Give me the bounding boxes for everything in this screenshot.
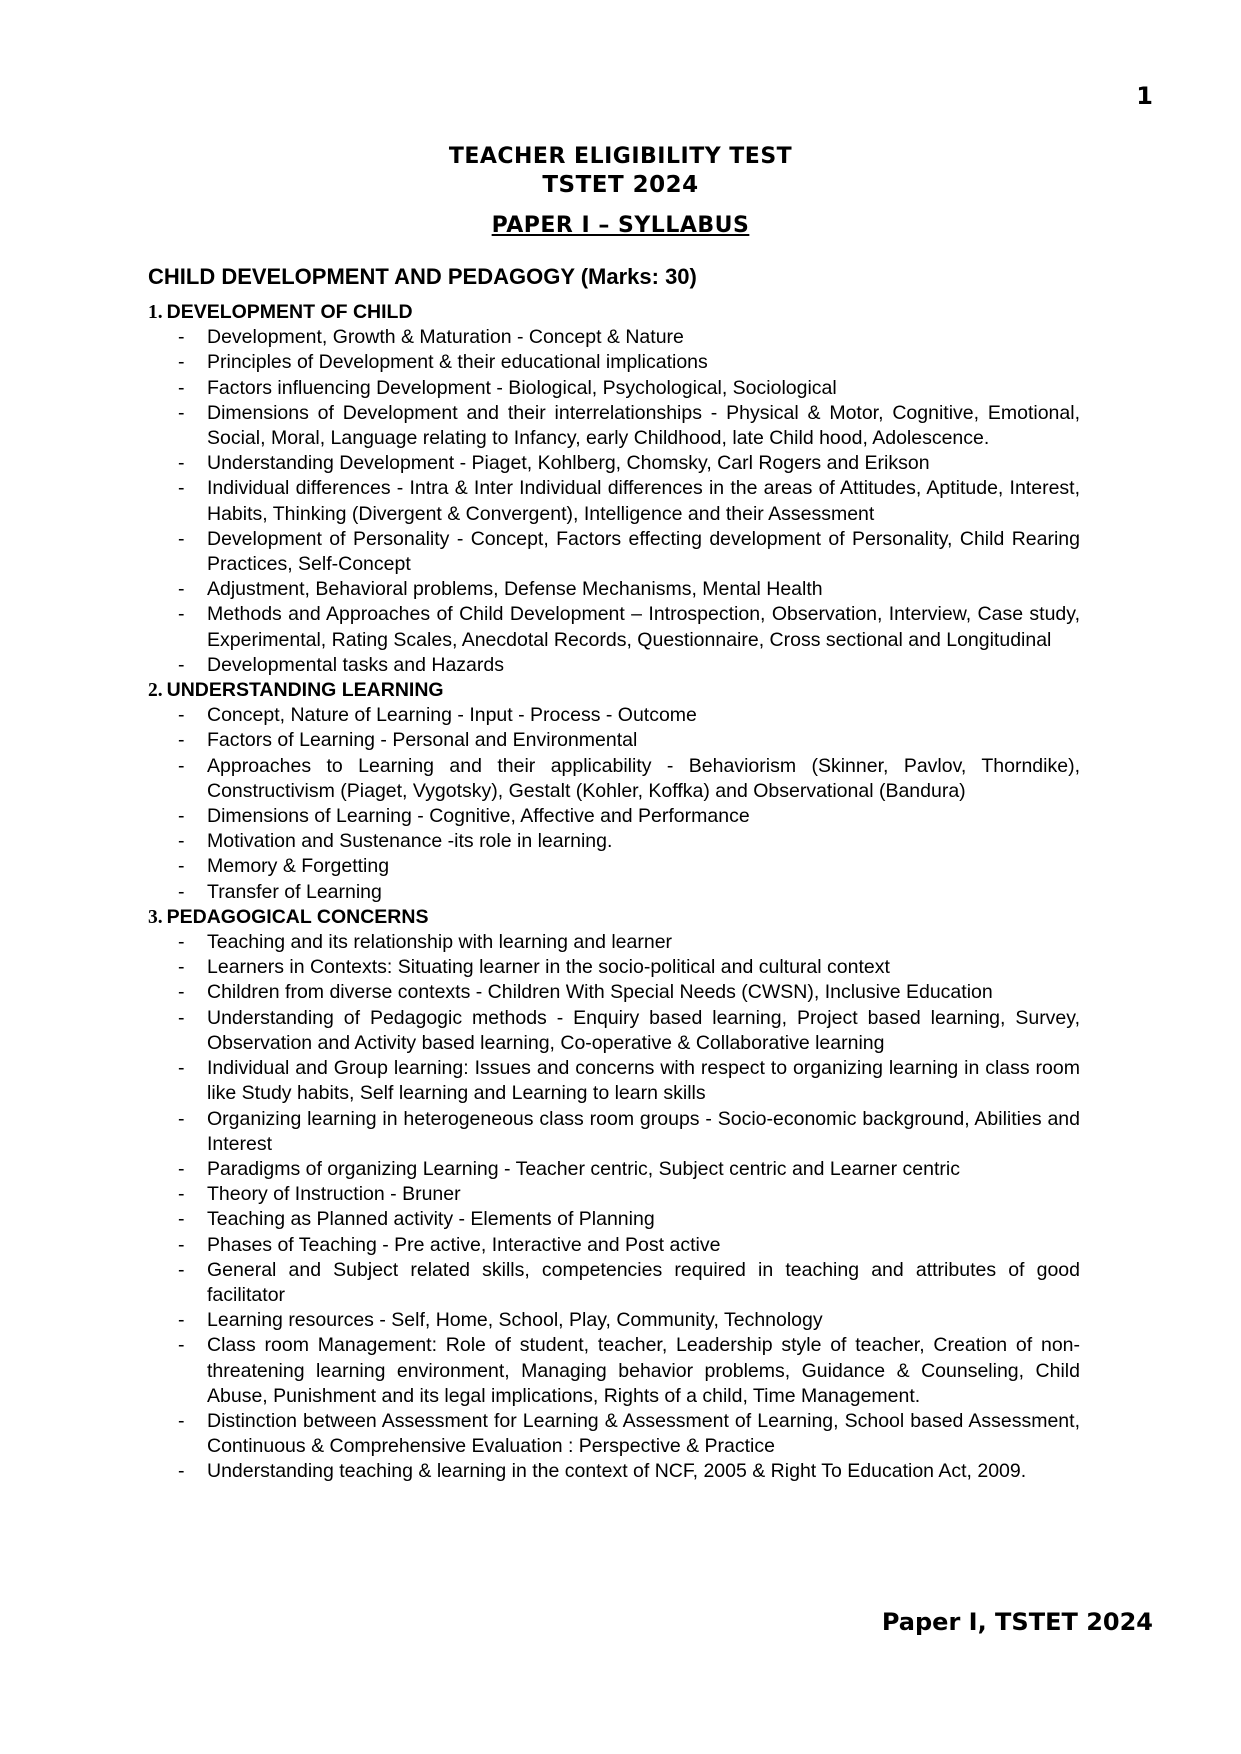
list-item: [148, 754, 1080, 804]
list-item-text: Approaches to Learning and their applicability - Behaviorism (Skinner, Pavlov, Thorndike), Constructivism (Piaget, Vygotsky), Gestalt (Kohler, Koffka) and Observational (Bandura): [207, 754, 1080, 802]
bullet-dash: -: [178, 704, 185, 727]
list-item: [148, 653, 1080, 678]
list-item-text: Factors influencing Development - Biological, Psychological, Sociological: [207, 376, 837, 399]
list-item: [148, 1308, 1080, 1333]
list-item-text: Concept, Nature of Learning - Input - Process - Outcome: [207, 704, 697, 727]
list-item: [148, 930, 1080, 955]
list-item: [148, 854, 1080, 879]
section-number: 3.: [148, 906, 163, 928]
bullet-dash: -: [178, 1309, 185, 1332]
bullet-dash: -: [178, 1208, 185, 1231]
bullet-dash: -: [178, 830, 185, 853]
list-item: [148, 577, 1080, 602]
list-item-text: Understanding of Pedagogic methods - Enquiry based learning, Project based learning, Survey, Observation and Activity based learning, Co-operative & Collaborative learning: [207, 1006, 1080, 1054]
bullet-dash: -: [178, 1057, 185, 1080]
topic-list: [148, 930, 1080, 1484]
bullet-dash: -: [178, 1183, 185, 1206]
list-item: [148, 602, 1080, 652]
list-item: [148, 804, 1080, 829]
list-item: [148, 325, 1080, 350]
section-title: DEVELOPMENT OF CHILD: [166, 301, 413, 323]
list-item: [148, 1333, 1080, 1409]
list-item-text: Development of Personality - Concept, Factors effecting development of Personality, Child Rearing Practices, Self-Concept: [207, 527, 1080, 576]
list-item: [148, 955, 1080, 980]
bullet-dash: -: [178, 1233, 185, 1256]
syllabus-content: [148, 300, 1080, 1485]
list-item-text: Learning resources - Self, Home, School, Play, Community, Technology: [207, 1309, 823, 1332]
bullet-dash: -: [178, 351, 185, 374]
list-item: [148, 451, 1080, 476]
list-item: [148, 728, 1080, 753]
bullet-dash: -: [178, 1460, 185, 1483]
section-number: 2.: [148, 680, 163, 702]
section-number: 1.: [148, 302, 163, 323]
topic-list: [148, 703, 1080, 905]
list-item-text: Memory & Forgetting: [207, 855, 390, 878]
bullet-dash: -: [178, 1107, 185, 1130]
section-title: UNDERSTANDING LEARNING: [166, 679, 444, 702]
bullet-dash: -: [178, 981, 185, 1004]
list-item-text: Dimensions of Development and their interrelationships - Physical & Motor, Cognitive, Emotional, Social, Moral, Language relating to Infancy, early Childhood, late Child hood, Adolescence.: [207, 401, 1080, 450]
list-item: [148, 527, 1080, 577]
list-item-text: Understanding teaching & learning in the context of NCF, 2005 & Right To Education Act, 2009.: [207, 1460, 1027, 1483]
list-item-text: Theory of Instruction - Bruner: [207, 1183, 461, 1206]
list-item: [148, 1409, 1080, 1459]
list-item-text: Distinction between Assessment for Learning & Assessment of Learning, School based Assessment, Continuous & Comprehensive Evaluation : Perspective & Practice: [207, 1409, 1080, 1458]
list-item-text: Children from diverse contexts - Children With Special Needs (CWSN), Inclusive Education: [207, 981, 993, 1004]
list-item: [148, 1207, 1080, 1232]
list-item-text: Principles of Development & their educational implications: [207, 351, 708, 374]
list-item-text: Dimensions of Learning - Cognitive, Affective and Performance: [207, 805, 750, 828]
list-item-text: Learners in Contexts: Situating learner in the socio-political and cultural context: [207, 956, 890, 979]
list-item-text: Understanding Development - Piaget, Kohlberg, Chomsky, Carl Rogers and Erikson: [207, 452, 930, 475]
bullet-dash: -: [178, 401, 185, 424]
bullet-dash: -: [178, 326, 185, 349]
paper-heading: PAPER I – SYLLABUS: [491, 213, 750, 238]
bullet-dash: -: [178, 880, 185, 903]
list-item-text: Teaching as Planned activity - Elements of Planning: [207, 1208, 655, 1231]
bullet-dash: -: [178, 931, 185, 954]
page-footer: Paper I, TSTET 2024: [881, 1608, 1153, 1636]
list-item-text: Individual differences - Intra & Inter Individual differences in the areas of Attitudes, Aptitude, Interest, Habits, Thinking (Divergent & Convergent), Intelligence and their Assessment: [207, 477, 1080, 525]
list-item: [148, 350, 1080, 375]
bullet-dash: -: [178, 855, 185, 878]
bullet-dash: -: [178, 729, 185, 752]
bullet-dash: -: [178, 1006, 185, 1029]
bullet-dash: -: [178, 376, 185, 399]
bullet-dash: -: [178, 956, 185, 979]
bullet-dash: -: [178, 1157, 185, 1180]
list-item: [148, 1182, 1080, 1207]
list-item: [148, 1258, 1080, 1308]
bullet-dash: -: [178, 578, 185, 601]
list-item: [148, 703, 1080, 728]
bullet-dash: -: [178, 754, 185, 777]
list-item-text: Developmental tasks and Hazards: [207, 653, 504, 676]
list-item: [148, 829, 1080, 854]
list-item-text: Teaching and its relationship with learning and learner: [207, 931, 673, 954]
list-item: [148, 476, 1080, 526]
list-item: [148, 1107, 1080, 1157]
list-item-text: Motivation and Sustenance -its role in learning.: [207, 830, 613, 853]
subject-title: CHILD DEVELOPMENT AND PEDAGOGY (Marks: 30): [148, 264, 697, 289]
section-heading: [148, 905, 1080, 930]
list-item-text: Phases of Teaching - Pre active, Interactive and Post active: [207, 1233, 721, 1256]
page-number: 1: [1136, 82, 1153, 110]
list-item-text: Development, Growth & Maturation - Concept & Nature: [207, 326, 684, 349]
list-item: [148, 1459, 1080, 1484]
document-title: TEACHER ELIGIBILITY TEST: [448, 144, 793, 169]
section-title: PEDAGOGICAL CONCERNS: [166, 905, 429, 928]
section-heading: [148, 300, 1080, 325]
list-item: [148, 980, 1080, 1005]
topic-list: [148, 325, 1080, 678]
bullet-dash: -: [178, 527, 185, 550]
list-item: [148, 1233, 1080, 1258]
exam-name: TSTET 2024: [542, 172, 699, 198]
list-item-text: Transfer of Learning: [207, 880, 382, 903]
list-item-text: Paradigms of organizing Learning - Teacher centric, Subject centric and Learner centric: [207, 1157, 960, 1180]
list-item-text: Class room Management: Role of student, teacher, Leadership style of teacher, Creation of non-threatening learning environment, Managing behavior problems, Guidance & Counseling, Child Abuse, Punishment and its legal implications, Rights of a child, Time Management.: [207, 1334, 1080, 1407]
bullet-dash: -: [178, 452, 185, 475]
section-heading: [148, 678, 1080, 703]
list-item-text: Adjustment, Behavioral problems, Defense Mechanisms, Mental Health: [207, 578, 823, 601]
bullet-dash: -: [178, 805, 185, 828]
list-item: [148, 1006, 1080, 1056]
bullet-dash: -: [178, 1334, 185, 1357]
bullet-dash: -: [178, 653, 185, 676]
list-item: [148, 880, 1080, 905]
list-item-text: Factors of Learning - Personal and Environmental: [207, 729, 638, 752]
bullet-dash: -: [178, 1409, 185, 1432]
bullet-dash: -: [178, 603, 185, 626]
list-item: [148, 1157, 1080, 1182]
list-item: [148, 1056, 1080, 1106]
bullet-dash: -: [178, 477, 185, 500]
list-item-text: General and Subject related skills, competencies required in teaching and attributes of good facilitator: [207, 1258, 1080, 1306]
list-item-text: Individual and Group learning: Issues and concerns with respect to organizing learning in class room like Study habits, Self learning and Learning to learn skills: [207, 1057, 1080, 1105]
list-item: [148, 401, 1080, 451]
bullet-dash: -: [178, 1258, 185, 1281]
list-item-text: Organizing learning in heterogeneous class room groups - Socio-economic background, Abilities and Interest: [207, 1107, 1080, 1155]
list-item: [148, 376, 1080, 401]
list-item-text: Methods and Approaches of Child Development – Introspection, Observation, Interview, Case study, Experimental, Rating Scales, Anecdotal Records, Questionnaire, Cross sectional and Longitudinal: [207, 603, 1080, 651]
